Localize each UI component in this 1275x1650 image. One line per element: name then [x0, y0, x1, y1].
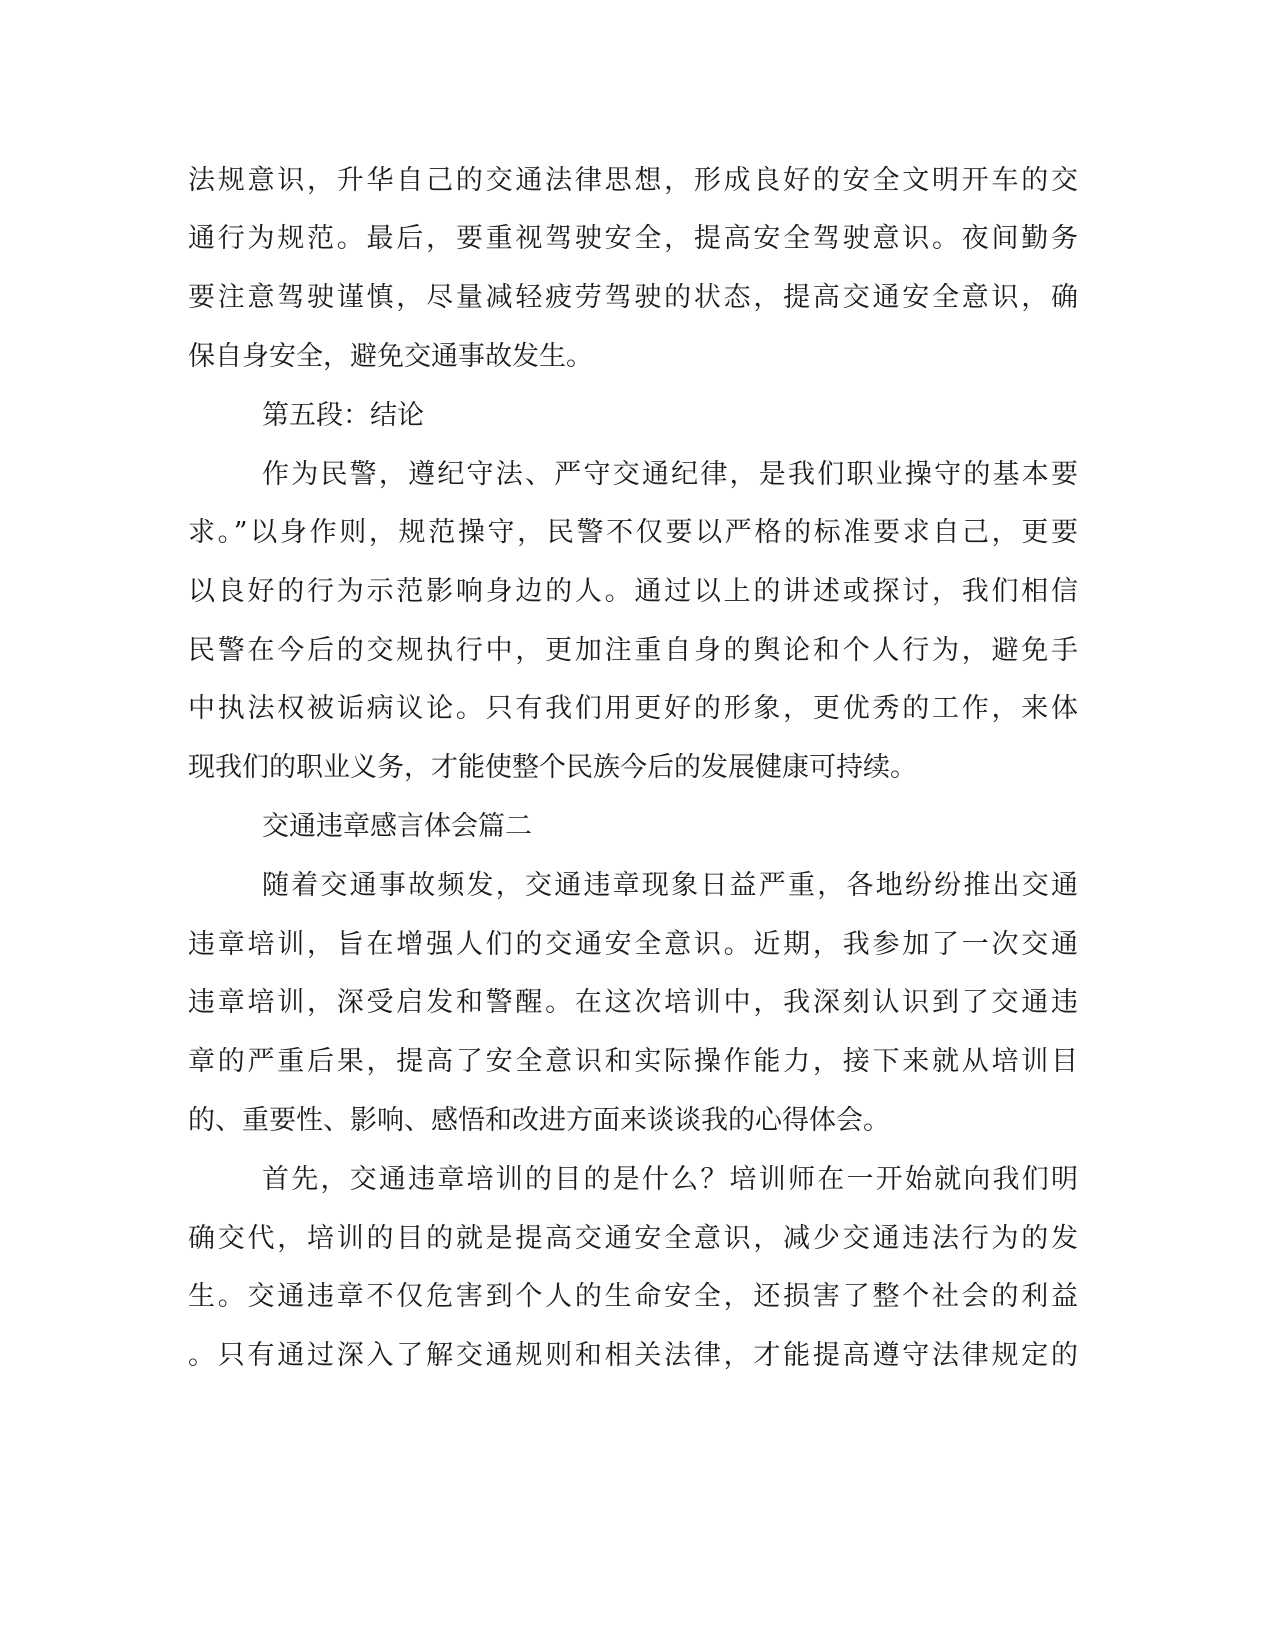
text-line: 以良好的行为示范影响身边的人。通过以上的讲述或探讨，我们相信 — [188, 576, 1078, 607]
section-heading: 第五段：结论 — [262, 400, 424, 431]
text-line: 章的严重后果，提高了安全意识和实际操作能力，接下来就从培训目 — [188, 1046, 1078, 1077]
text-line: 法规意识，升华自己的交通法律思想，形成良好的安全文明开车的交 — [188, 165, 1078, 196]
text-line: 确交代，培训的目的就是提高交通安全意识，减少交通违法行为的发 — [188, 1223, 1078, 1254]
text-line: 保自身安全，避免交通事故发生。 — [188, 341, 593, 372]
text-line: 中执法权被诟病议论。只有我们用更好的形象，更优秀的工作，来体 — [188, 693, 1078, 724]
text-line: 违章培训，旨在增强人们的交通安全意识。近期，我参加了一次交通 — [188, 929, 1078, 960]
text-line: 违章培训，深受启发和警醒。在这次培训中，我深刻认识到了交通违 — [188, 987, 1078, 1018]
text-line: 随着交通事故频发，交通违章现象日益严重，各地纷纷推出交通 — [262, 870, 1078, 901]
section-title: 交通违章感言体会篇二 — [262, 811, 532, 842]
text-line: 现我们的职业义务，才能使整个民族今后的发展健康可持续。 — [188, 752, 917, 783]
text-line: 要注意驾驶谨慎，尽量减轻疲劳驾驶的状态，提高交通安全意识，确 — [188, 282, 1078, 313]
text-line: 求。”以身作则，规范操守，民警不仅要以严格的标准要求自己，更要 — [188, 517, 1078, 548]
text-line: 。只有通过深入了解交通规则和相关法律，才能提高遵守法律规定的 — [188, 1340, 1078, 1371]
text-line: 通行为规范。最后，要重视驾驶安全，提高安全驾驶意识。夜间勤务 — [188, 223, 1078, 254]
text-line: 的、重要性、影响、感悟和改进方面来谈谈我的心得体会。 — [188, 1105, 890, 1136]
text-line: 首先，交通违章培训的目的是什么？培训师在一开始就向我们明 — [262, 1164, 1078, 1195]
text-line: 生。交通违章不仅危害到个人的生命安全，还损害了整个社会的利益 — [188, 1281, 1078, 1312]
text-line: 民警在今后的交规执行中，更加注重自身的舆论和个人行为，避免手 — [188, 635, 1078, 666]
text-line: 作为民警，遵纪守法、严守交通纪律，是我们职业操守的基本要 — [262, 459, 1078, 490]
